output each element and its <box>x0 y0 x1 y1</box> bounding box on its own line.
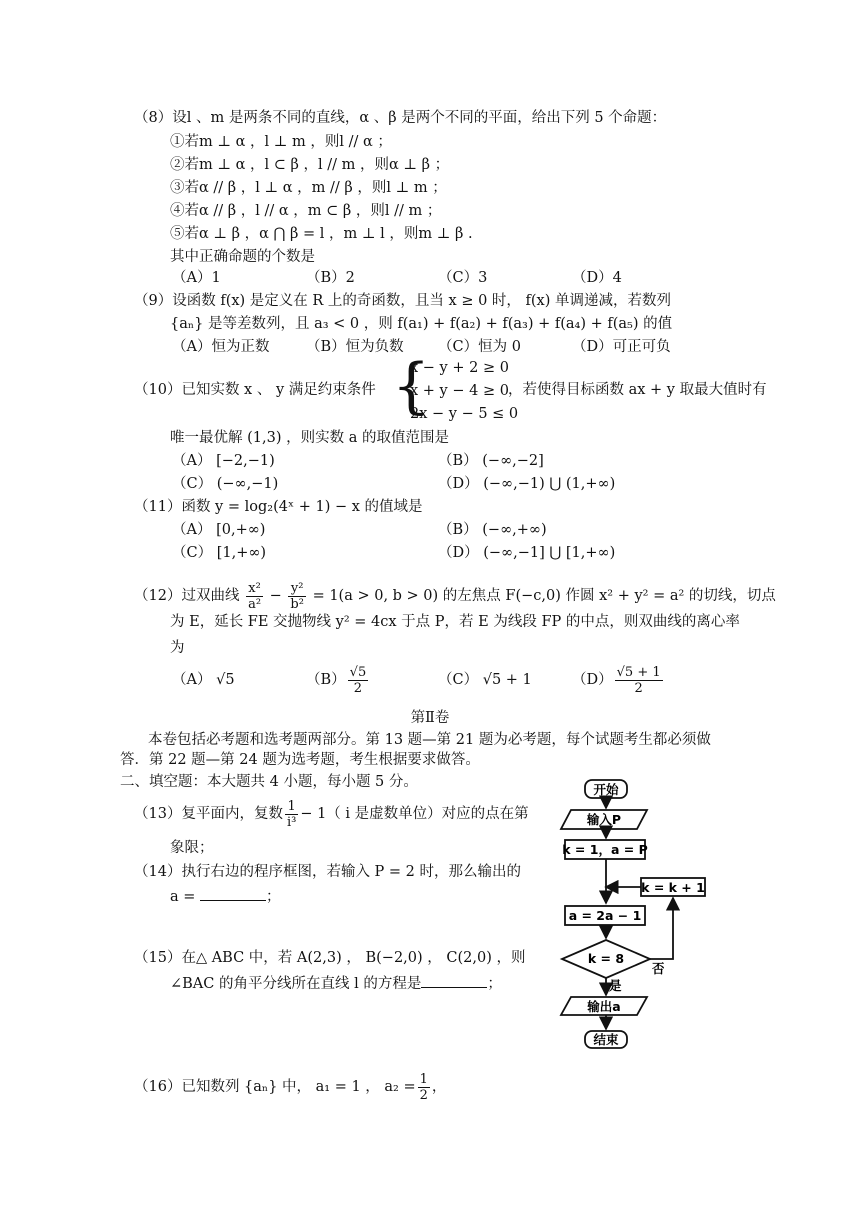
q12-rest: = 1(a > 0, b > 0) 的左焦点 F(−c,0) 作圆 x² + y² = a² 的切线，切点 <box>312 588 776 604</box>
flow-start-label: 开始 <box>593 782 619 797</box>
q9-line-1: （9）设函数 f(x) 是定义在 R 上的奇函数，且当 x ≥ 0 时， f(x) 单调递减，若数列 <box>134 293 672 309</box>
q8-option-c: （C）3 <box>438 270 488 286</box>
flow-output-label: 输出a <box>587 999 621 1014</box>
q11-option-d: （D） (−∞,−1] ⋃ [1,+∞) <box>438 545 616 561</box>
q9-option-a: （A）恒为正数 <box>172 339 270 355</box>
q10-brace: { <box>392 351 431 421</box>
part2-title: 第Ⅱ卷 <box>410 710 450 726</box>
q12-lead: （12）过双曲线 <box>134 588 240 604</box>
q13-line-1: （13）复平面内，复数 $\frac{1}{\text{i³}}$ − 1（ i 是虚数单位）对应的点在第 <box>134 798 529 830</box>
q10-option-b: （B） (−∞,−2] <box>438 453 544 469</box>
q10-option-d: （D） (−∞,−1) ⋃ (1,+∞) <box>438 476 616 492</box>
q8-prop-3: ③若α // β ，l ⊥ α ，m // β ，则l ⊥ m ； <box>170 180 447 196</box>
q8-option-d: （D）4 <box>572 270 622 286</box>
q8-ask: 其中正确命题的个数是 <box>170 249 315 265</box>
flow-init-label: k = 1，a = P <box>562 842 648 857</box>
q9-option-d: （D）可正可负 <box>572 339 671 355</box>
q16-fraction: $\frac{1}{2}$ <box>419 1071 428 1103</box>
q15-line-1: （15）在△ ABC 中，若 A(2,3) ， B(−2,0) ， C(2,0) ，则 <box>134 950 526 966</box>
q12-fraction-y: $\frac{\text{y²}}{\text{b²}}$ <box>290 580 304 612</box>
q13-line-2: 象限； <box>170 840 214 856</box>
q12-option-b: （B） $\frac{√5}{2}$ <box>306 664 367 696</box>
q14-line-2: a = ； <box>170 886 281 907</box>
q9-option-c: （C）恒为 0 <box>438 339 521 355</box>
q12-option-c: （C） √5 + 1 <box>438 672 532 688</box>
q8-option-a: （A）1 <box>172 270 221 286</box>
q8-option-b: （B）2 <box>306 270 355 286</box>
q10-constraint-2: x + y − 4 ≥ 0 <box>410 383 509 399</box>
q13-fraction: $\frac{1}{\text{i³}}$ <box>286 798 297 830</box>
q15-line-2: ∠BAC 的角平分线所在直线 l 的方程是 ； <box>170 973 502 994</box>
flow-no-label: 否 <box>652 961 665 976</box>
flow-end-label: 结束 <box>593 1032 619 1047</box>
q11-stem: （11）函数 y = log₂(4ˣ + 1) − x 的值域是 <box>134 499 423 515</box>
flow-increment-label: k = k + 1 <box>641 880 705 895</box>
q10-constraint-1: x − y + 2 ≥ 0 <box>410 360 509 376</box>
q12-line-2: 为 E，延长 FE 交抛物线 y² = 4cx 于点 P，若 E 为线段 FP 的中点，则双曲线的离心率 <box>170 614 740 630</box>
q11-option-c: （C） [1,+∞) <box>172 545 267 561</box>
q11-option-b: （B） (−∞,+∞) <box>438 522 547 538</box>
flow-yes-label: 是 <box>609 978 622 993</box>
q12-option-d: （D） $\frac{√5 + 1}{2}$ <box>572 664 661 696</box>
q10-line-2: 唯一最优解 (1,3) ，则实数 a 的取值范围是 <box>170 430 449 446</box>
section-fill-in-title: 二、填空题：本大题共 4 小题，每小题 5 分。 <box>120 774 418 790</box>
flow-decision-label: k = 8 <box>587 951 625 966</box>
q12-minus: − <box>269 588 282 604</box>
q12-fraction-x: $\frac{\text{x²}}{\text{a²}}$ <box>248 580 262 612</box>
q10-constraint-3: 2x − y − 5 ≤ 0 <box>410 406 519 422</box>
q10-option-c: （C） (−∞,−1) <box>172 476 279 492</box>
flow-input-label: 输入P <box>586 812 622 827</box>
q10-option-a: （A） [−2,−1) <box>172 453 275 469</box>
q8-stem: （8）设l 、m 是两条不同的直线，α 、β 是两个不同的平面，给出下列 5 个命题： <box>134 110 667 126</box>
q11-option-a: （A） [0,+∞) <box>172 522 266 538</box>
q10-tail: ，若使得目标函数 ax + y 取最大值时有 <box>508 382 767 398</box>
program-flowchart <box>555 775 725 1055</box>
q12-line-1 <box>134 578 776 614</box>
q12-option-a: （A） √5 <box>172 672 235 688</box>
q9-option-b: （B）恒为负数 <box>306 339 404 355</box>
part2-intro-1: 本卷包括必考题和选考题两部分。第 13 题—第 21 题为必考题，每个试题考生都必须做 <box>148 732 711 748</box>
q10-lead: （10）已知实数 x 、 y 满足约束条件 <box>134 382 376 398</box>
q14-answer-blank <box>200 886 266 901</box>
q8-prop-4: ④若α // β ，l // α ，m ⊂ β ，则l // m ； <box>170 203 442 219</box>
q16-line: （16）已知数列 {aₙ} 中， a₁ = 1 ， a₂ = $\frac{1}{2}$ ， <box>134 1071 447 1103</box>
q14-line-1: （14）执行右边的程序框图，若输入 P = 2 时，那么输出的 <box>134 864 522 880</box>
q8-prop-5: ⑤若α ⊥ β ，α ⋂ β = l ，m ⊥ l ，则m ⊥ β . <box>170 226 473 242</box>
q15-answer-blank <box>421 973 487 988</box>
q12-line-3: 为 <box>170 640 185 656</box>
q8-prop-2: ②若m ⊥ α ，l ⊂ β ，l // m ，则α ⊥ β ； <box>170 157 450 173</box>
part2-intro-2: 答．第 22 题—第 24 题为选考题，考生根据要求做答。 <box>120 752 480 768</box>
q8-prop-1: ①若m ⊥ α ，l ⊥ m ，则l // α ； <box>170 134 392 150</box>
q9-line-2: {aₙ} 是等差数列，且 a₃ < 0 ，则 f(a₁) + f(a₂) + f(a₃) + f(a₄) + f(a₅) 的值 <box>170 316 673 332</box>
flow-assign-label: a = 2a − 1 <box>568 908 642 923</box>
